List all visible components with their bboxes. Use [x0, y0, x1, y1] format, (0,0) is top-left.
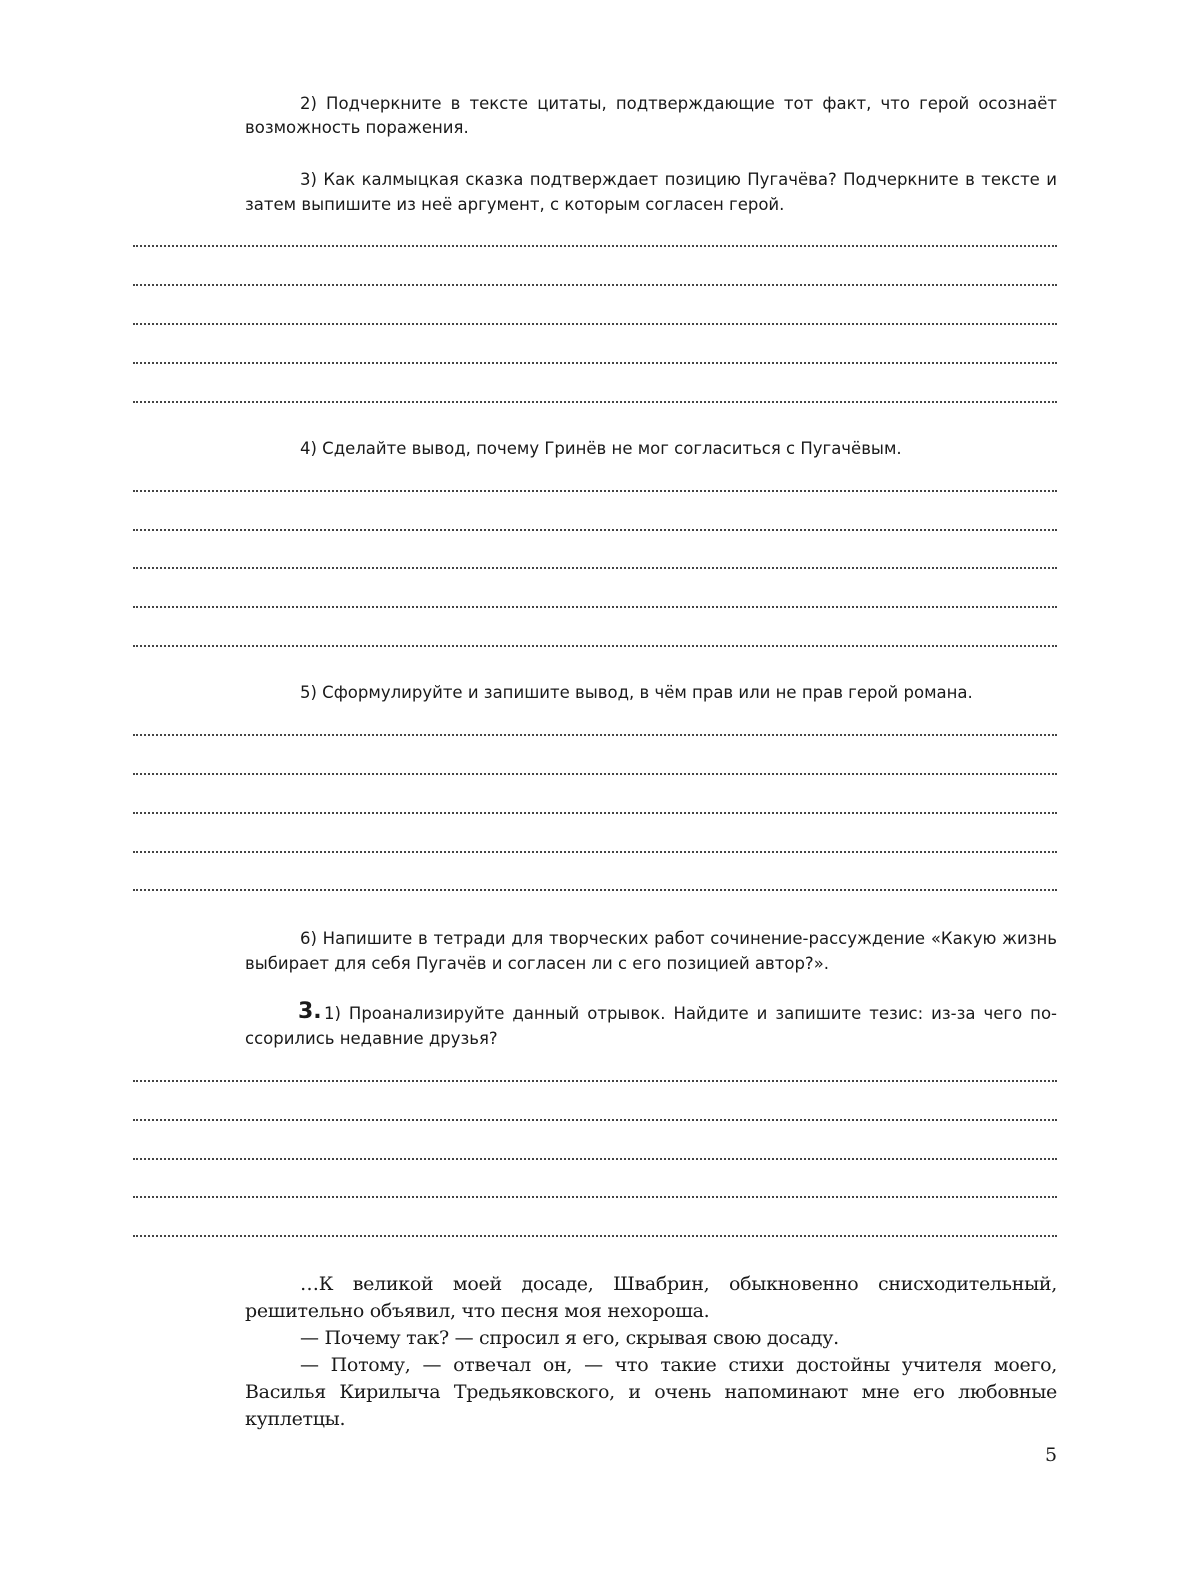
- answer-line[interactable]: [133, 645, 1057, 647]
- task-text: 1) Проанализируйте данный отрывок. Найдите и запишите тезис: из-за чего по-: [324, 1004, 1057, 1023]
- passage-line: — Почему так? — спросил я его, скрывая свою досаду.: [300, 1327, 839, 1349]
- answer-line[interactable]: [133, 812, 1057, 814]
- task-text: ссорились недавние друзья?: [245, 1029, 498, 1048]
- answer-line[interactable]: [133, 284, 1057, 286]
- passage-line: куплетцы.: [245, 1408, 346, 1430]
- task-text: 6) Напишите в тетради для творческих работ сочинение-рассуждение «Какую жизнь: [300, 929, 1057, 948]
- answer-line[interactable]: [133, 245, 1057, 247]
- answer-line[interactable]: [133, 734, 1057, 736]
- task-text: выбирает для себя Пугачёв и согласен ли с его позицией автор?».: [245, 954, 830, 973]
- answer-line[interactable]: [133, 1158, 1057, 1160]
- answer-line[interactable]: [133, 401, 1057, 403]
- answer-line[interactable]: [133, 490, 1057, 492]
- answer-line[interactable]: [133, 323, 1057, 325]
- passage-line: решительно объявил, что песня моя нехороша.: [245, 1300, 710, 1322]
- passage-line: Василья Кирилыча Тредьяковского, и очень напоминают мне его любовные: [245, 1381, 1057, 1403]
- task-2-5: 5) Сформулируйте и запишите вывод, в чём прав или не прав герой романа.: [300, 683, 973, 702]
- answer-line[interactable]: [133, 773, 1057, 775]
- answer-line[interactable]: [133, 889, 1057, 891]
- task-number: 3.: [298, 999, 322, 1024]
- passage-line: …К великой моей досаде, Швабрин, обыкновенно снисходительный,: [300, 1273, 1057, 1295]
- task-text: возможность поражения.: [245, 118, 469, 137]
- answer-line[interactable]: [133, 567, 1057, 569]
- task-2-4: 4) Сделайте вывод, почему Гринёв не мог согласиться с Пугачёвым.: [300, 439, 902, 458]
- answer-line[interactable]: [133, 1119, 1057, 1121]
- answer-line[interactable]: [133, 529, 1057, 531]
- passage-line: — Потому, — отвечал он, — что такие стихи достойны учителя моего,: [300, 1354, 1057, 1376]
- answer-line[interactable]: [133, 1080, 1057, 1082]
- task-text: затем выпишите из неё аргумент, с которым согласен герой.: [245, 195, 785, 214]
- answer-line[interactable]: [133, 1235, 1057, 1237]
- task-text: 2) Подчеркните в тексте цитаты, подтверждающие тот факт, что герой осознаёт: [300, 94, 1057, 113]
- answer-line[interactable]: [133, 606, 1057, 608]
- answer-line[interactable]: [133, 851, 1057, 853]
- answer-line[interactable]: [133, 1196, 1057, 1198]
- answer-line[interactable]: [133, 362, 1057, 364]
- task-text: 3) Как калмыцкая сказка подтверждает позицию Пугачёва? Подчеркните в тексте и: [300, 170, 1057, 189]
- page-number: 5: [1045, 1444, 1057, 1466]
